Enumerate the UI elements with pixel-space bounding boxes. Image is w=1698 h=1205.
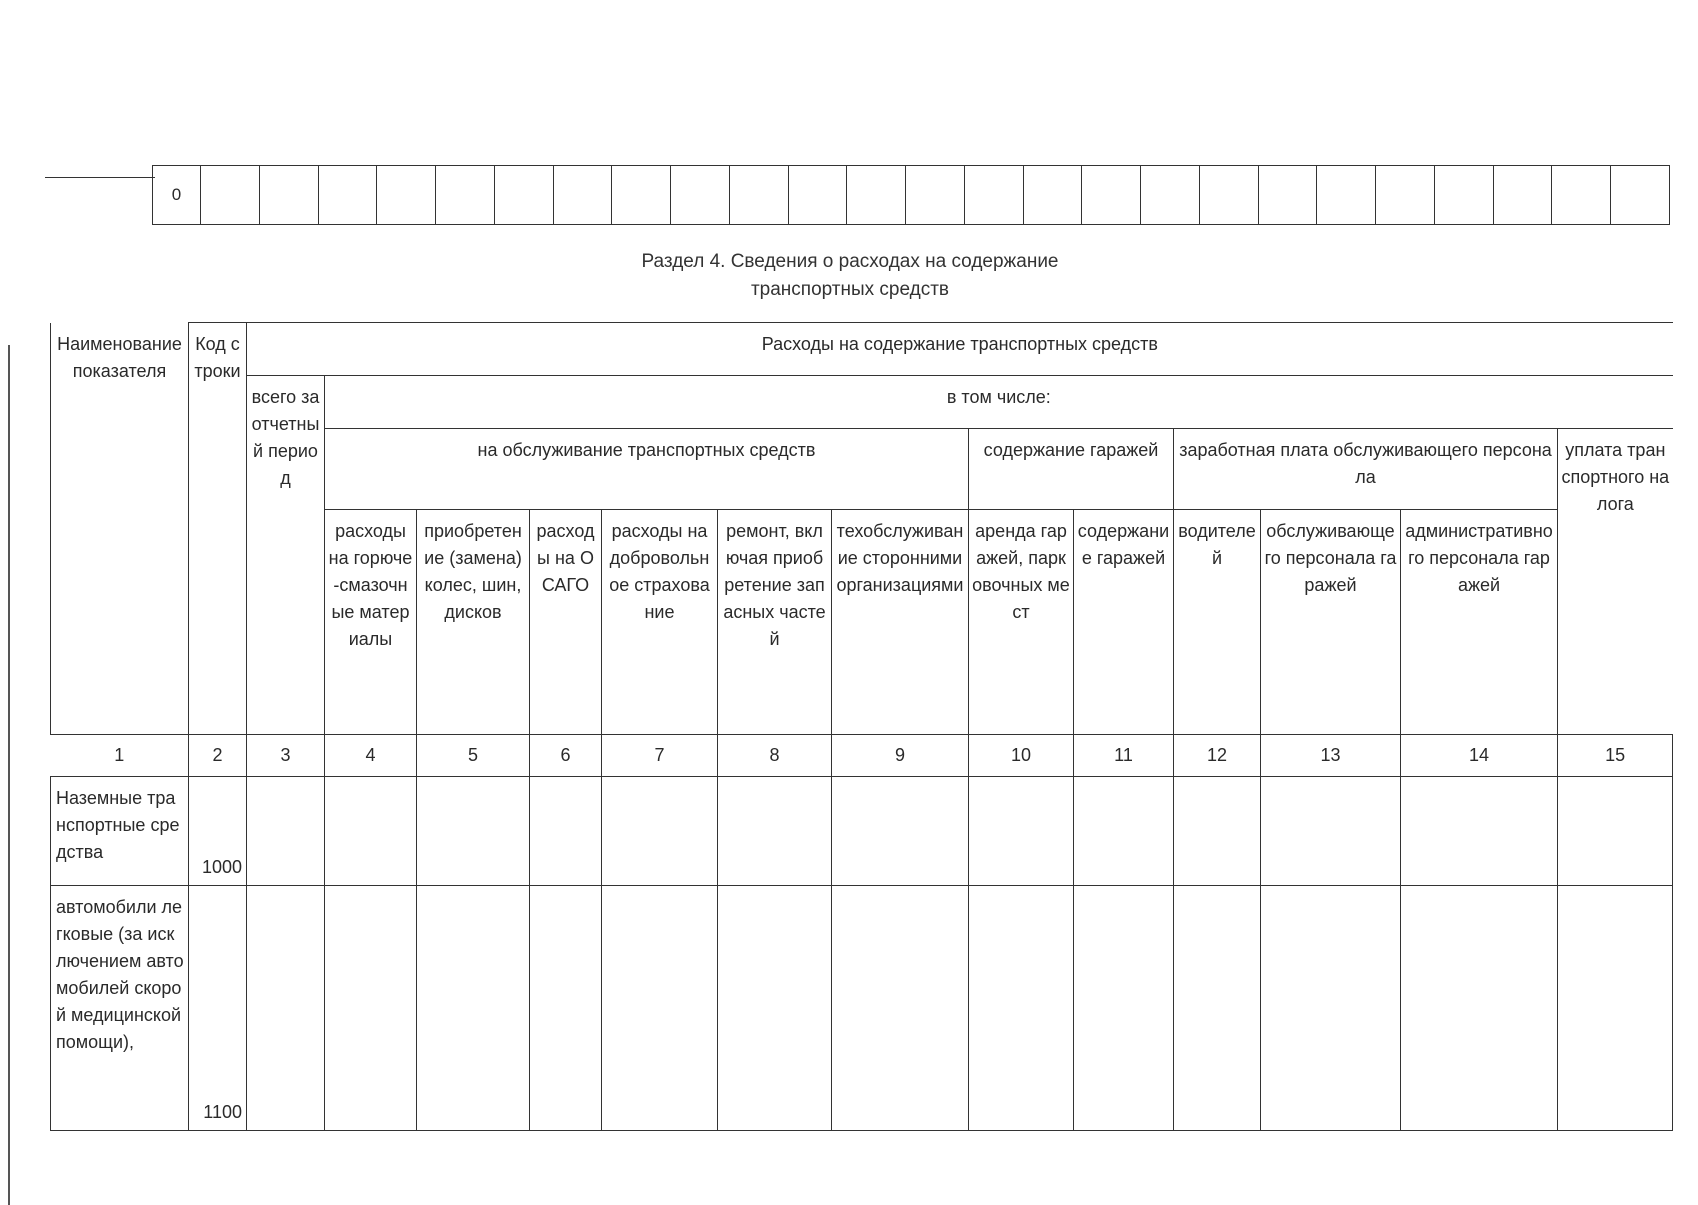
strip-cell: [729, 166, 788, 225]
header-garage-admin-staff: административного персонала гаражей: [1401, 510, 1558, 735]
header-drivers: водителей: [1174, 510, 1261, 735]
data-cell: [1558, 886, 1673, 1131]
column-number: 6: [530, 735, 602, 777]
column-number: 5: [417, 735, 530, 777]
table-row: [51, 886, 1673, 1131]
column-number: 2: [189, 735, 247, 777]
header-osago: расходы на ОСАГО: [530, 510, 602, 735]
header-including: в том числе:: [325, 376, 1673, 429]
data-cell: [1261, 777, 1401, 886]
table-row: [51, 777, 1673, 886]
data-cell: [832, 886, 969, 1131]
section-title: [560, 248, 1140, 304]
data-cell: [718, 886, 832, 1131]
header-repair: ремонт, включая приобретение запасных частей: [718, 510, 832, 735]
strip-cell: [964, 166, 1023, 225]
strip-cell: [1434, 166, 1493, 225]
expenses-table: [50, 322, 1673, 1131]
data-cell: [1401, 886, 1558, 1131]
strip-cell: [494, 166, 553, 225]
scan-edge-line: [8, 345, 10, 1205]
section-title-line2: транспортных средств: [750, 279, 950, 300]
row-name: Наземные транспортные средства: [51, 777, 189, 886]
strip-cell: [1199, 166, 1258, 225]
strip-cell: [1493, 166, 1552, 225]
header-transport-tax: уплата транспортного налога: [1558, 429, 1673, 735]
strip-cell-first: 0: [153, 166, 201, 225]
header-third-party-service: техобслуживание сторонними организациями: [832, 510, 969, 735]
row-name: автомобили легковые (за исключением автомобилей скорой медицинской помощи),: [51, 886, 189, 1131]
column-number: 8: [718, 735, 832, 777]
top-strip-table: [45, 165, 1670, 225]
data-cell: [1174, 886, 1261, 1131]
data-cell: [247, 777, 325, 886]
strip-cell: [612, 166, 671, 225]
column-number: 9: [832, 735, 969, 777]
data-cell: [1074, 886, 1174, 1131]
column-number: 10: [969, 735, 1074, 777]
data-cell: [325, 886, 417, 1131]
strip-cell: [1141, 166, 1200, 225]
header-maintenance-group: на обслуживание транспортных средств: [325, 429, 969, 510]
strip-cell: [1376, 166, 1435, 225]
data-cell: [718, 777, 832, 886]
column-number: 14: [1401, 735, 1558, 777]
column-number: 15: [1558, 735, 1673, 777]
data-cell: [602, 886, 718, 1131]
data-cell: [969, 777, 1074, 886]
data-cell: [602, 777, 718, 886]
strip-lead-line: [45, 177, 155, 178]
data-cell: [1401, 777, 1558, 886]
strip-cell: [1082, 166, 1141, 225]
row-code: 1000: [189, 777, 247, 886]
row-code: 1100: [189, 886, 247, 1131]
strip-cell: [553, 166, 612, 225]
strip-cell: [847, 166, 906, 225]
strip-cell: [1317, 166, 1376, 225]
header-expenses-group: Расходы на содержание транспортных средств: [247, 323, 1673, 376]
column-number: 4: [325, 735, 417, 777]
data-cell: [832, 777, 969, 886]
header-indicator-name: Наименование показателя: [51, 323, 189, 735]
header-total-period: всего за отчетный период: [247, 376, 325, 735]
data-cell: [1261, 886, 1401, 1131]
header-salary-group: заработная плата обслуживающего персонала: [1174, 429, 1558, 510]
strip-cell: [1258, 166, 1317, 225]
header-fuel: расходы на горюче-смазочные материалы: [325, 510, 417, 735]
column-number: 12: [1174, 735, 1261, 777]
header-garage-upkeep: содержание гаражей: [1074, 510, 1174, 735]
strip-cell: [906, 166, 965, 225]
column-number: 11: [1074, 735, 1174, 777]
data-cell: [969, 886, 1074, 1131]
strip-cell: [1552, 166, 1611, 225]
strip-cell: [201, 166, 260, 225]
header-garage-rent: аренда гаражей, парковочных мест: [969, 510, 1074, 735]
data-cell: [1074, 777, 1174, 886]
strip-cell: [318, 166, 377, 225]
data-cell: [530, 886, 602, 1131]
data-cell: [417, 777, 530, 886]
strip-cell: [259, 166, 318, 225]
column-number: 3: [247, 735, 325, 777]
strip-cell: [788, 166, 847, 225]
column-number: 1: [51, 735, 189, 777]
data-cell: [417, 886, 530, 1131]
header-garages-group: содержание гаражей: [969, 429, 1174, 510]
strip-cell: [671, 166, 730, 225]
header-wheels: приобретение (замена) колес, шин, дисков: [417, 510, 530, 735]
header-row-code: Код строки: [189, 323, 247, 735]
column-number: 13: [1261, 735, 1401, 777]
strip-cell: [436, 166, 495, 225]
header-garage-service-staff: обслуживающего персонала гаражей: [1261, 510, 1401, 735]
data-cell: [1558, 777, 1673, 886]
strip-cell: [377, 166, 436, 225]
section-title-line1: Раздел 4. Сведения о расходах на содержание: [641, 251, 1059, 272]
data-cell: [530, 777, 602, 886]
data-cell: [325, 777, 417, 886]
strip-cell: [1023, 166, 1082, 225]
header-voluntary-insurance: расходы на добровольное страхование: [602, 510, 718, 735]
data-cell: [1174, 777, 1261, 886]
data-cell: [247, 886, 325, 1131]
strip-cell: [1611, 166, 1670, 225]
column-number: 7: [602, 735, 718, 777]
